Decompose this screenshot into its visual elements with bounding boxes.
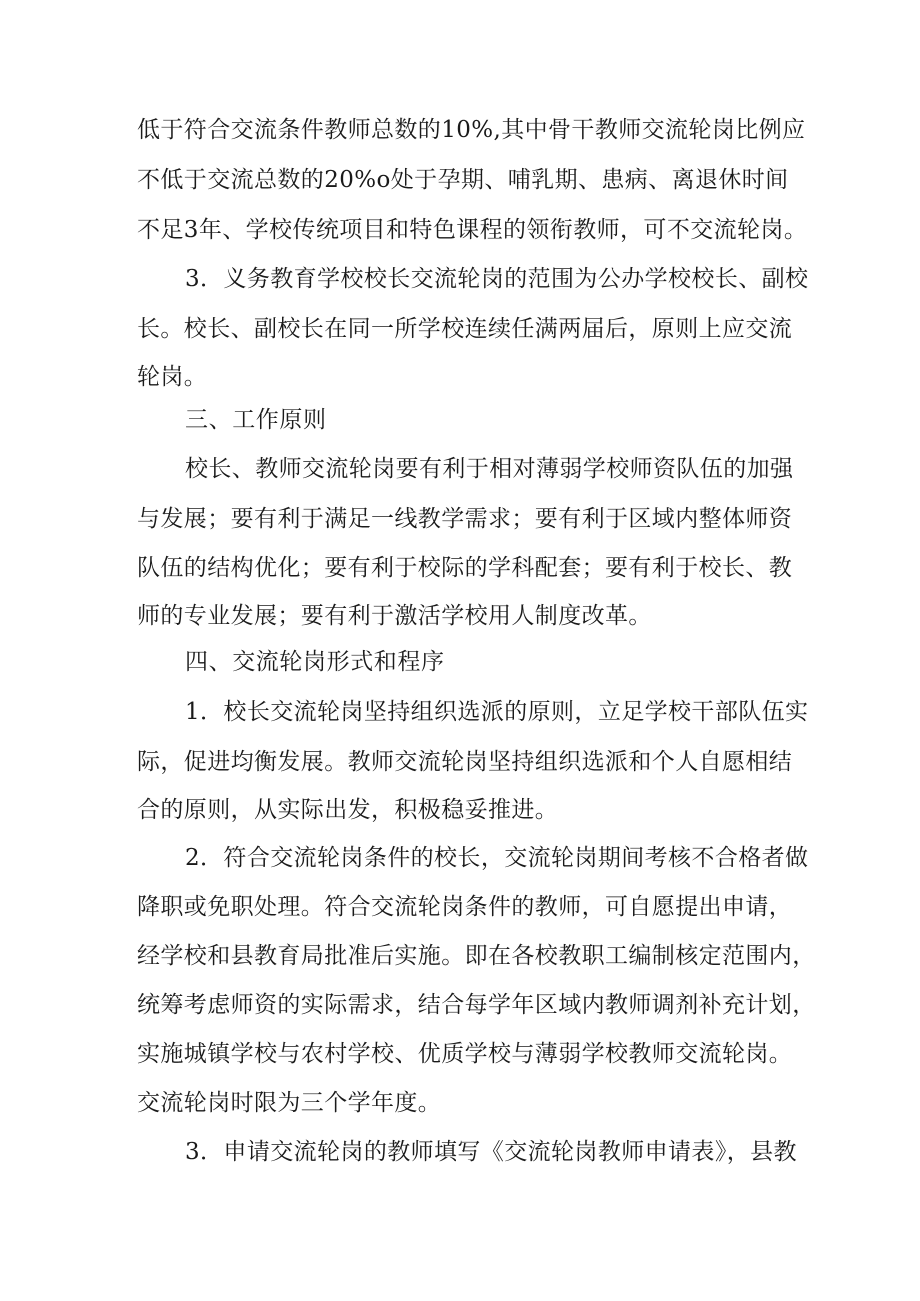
body-line: 不足3年、学校传统项目和特色课程的领衔教师，可不交流轮岗。 (137, 217, 808, 243)
body-line: 2．符合交流轮岗条件的校长，交流轮岗期间考核不合格者做 (185, 845, 809, 871)
section-heading: 三、工作原则 (185, 407, 327, 433)
body-line: 不低于交流总数的20%o处于孕期、哺乳期、患病、离退休时间 (137, 167, 789, 193)
body-line: 师的专业发展；要有利于激活学校用人制度改革。 (137, 603, 652, 629)
body-line: 低于符合交流条件教师总数的10%,其中骨干教师交流轮岗比例应 (137, 117, 806, 143)
body-line: 际，促进均衡发展。教师交流轮岗坚持组织选派和个人自愿相结 (137, 749, 793, 775)
body-line: 经学校和县教育局批准后实施。即在各校教职工编制核定范围内， (137, 943, 816, 969)
body-line: 队伍的结构优化；要有利于校际的学科配套；要有利于校长、教 (137, 555, 793, 581)
body-line: 1．校长交流轮岗坚持组织选派的原则，立足学校干部队伍实 (185, 699, 809, 725)
body-line: 轮岗。 (137, 364, 208, 390)
body-line: 降职或免职处理。符合交流轮岗条件的教师，可自愿提出申请， (137, 894, 793, 920)
body-line: 3．义务教育学校校长交流轮岗的范围为公办学校校长、副校 (185, 266, 809, 292)
body-line: 合的原则，从实际出发，积极稳妥推进。 (137, 797, 559, 823)
body-line: 3．申请交流轮岗的教师填写《交流轮岗教师申请表》，县教 (185, 1139, 797, 1165)
body-line: 统筹考虑师资的实际需求，结合每学年区域内教师调剂补充计划， (137, 992, 816, 1018)
body-line: 实施城镇学校与农村学校、优质学校与薄弱学校教师交流轮岗。 (137, 1041, 793, 1067)
body-line: 交流轮岗时限为三个学年度。 (137, 1090, 442, 1116)
section-heading: 四、交流轮岗形式和程序 (185, 649, 445, 675)
body-line: 长。校长、副校长在同一所学校连续任满两届后，原则上应交流 (137, 316, 793, 342)
body-line: 与发展；要有利于满足一线教学需求；要有利于区域内整体师资 (137, 506, 793, 532)
body-line: 校长、教师交流轮岗要有利于相对薄弱学校师资队伍的加强 (185, 456, 794, 482)
